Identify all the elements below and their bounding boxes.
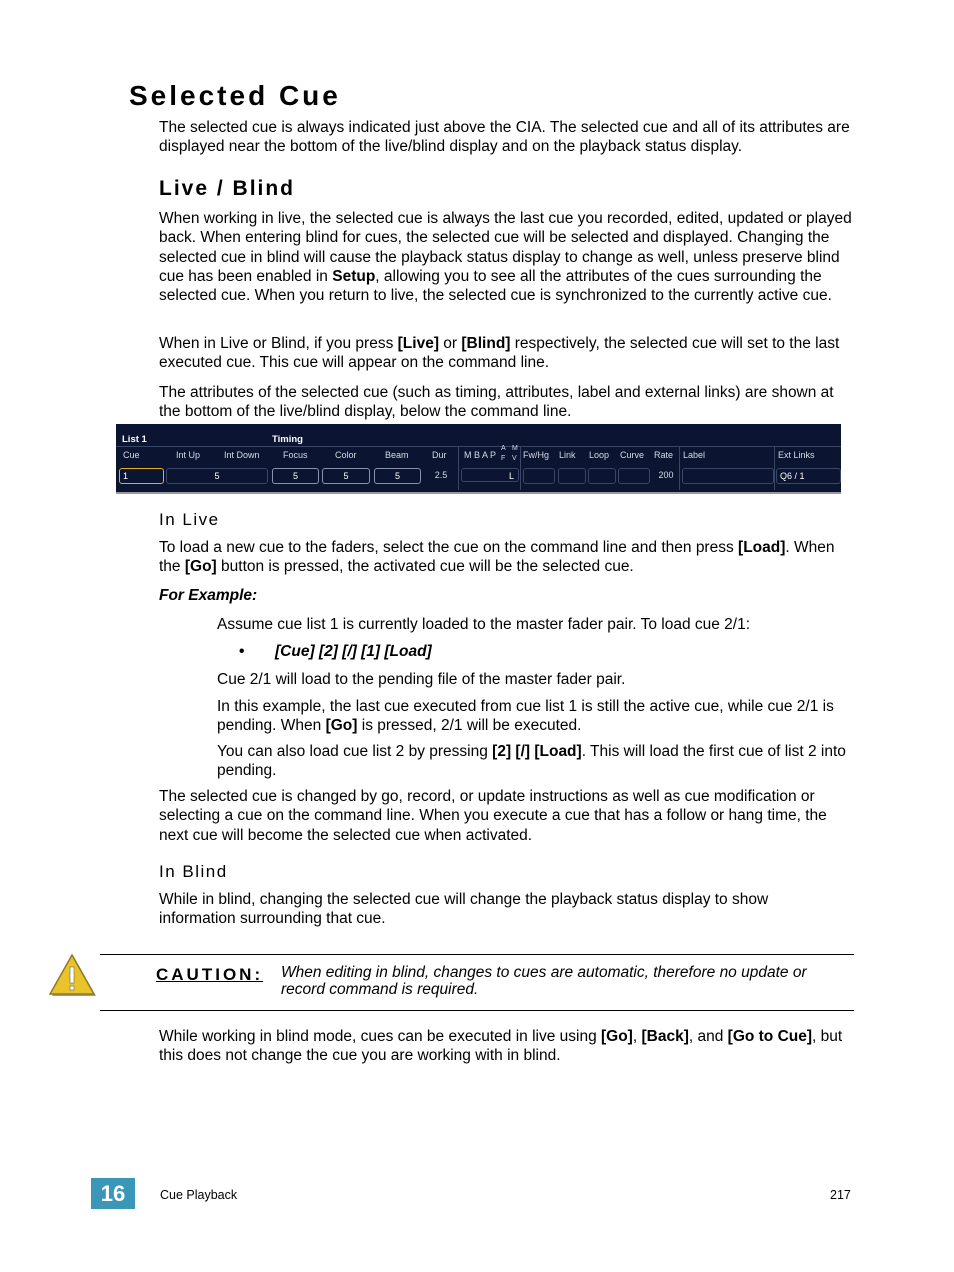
section-heading-live-blind: Live / Blind bbox=[159, 177, 296, 200]
go-key: [Go] bbox=[325, 717, 358, 735]
go-to-cue-key: [Go to Cue] bbox=[727, 1028, 813, 1045]
example-label: For Example: bbox=[159, 587, 258, 604]
subheading-in-live: In Live bbox=[159, 510, 220, 529]
header-mbap: M B A P bbox=[464, 450, 497, 460]
loop-cell bbox=[588, 468, 616, 484]
header-int-down: Int Down bbox=[224, 450, 260, 460]
rate-value: 200 bbox=[658, 470, 674, 480]
beam-value: 5 bbox=[374, 468, 421, 484]
header-dur: Dur bbox=[432, 450, 447, 460]
bullet: • bbox=[239, 643, 245, 660]
back-key: [Back] bbox=[641, 1028, 689, 1045]
load-key: [Load] bbox=[738, 539, 786, 556]
header-ext-links: Ext Links bbox=[778, 450, 815, 460]
load-list-keys: [2] [/] [Load] bbox=[492, 743, 582, 760]
panel-separator bbox=[774, 446, 775, 490]
header-beam: Beam bbox=[385, 450, 409, 460]
curve-cell bbox=[618, 468, 650, 484]
text-run: When working in live, the selected cue is always the last cue you recorded, edited, updated or played back. When entering blind for cues, the selected cue will be selected and displayed. Changing the selected cue in blind will cause the playback status display to change as well, unless preserve blind cue has been enabled in bbox=[159, 210, 852, 285]
header-rate: Rate bbox=[654, 450, 674, 460]
chapter-number-badge: 16 bbox=[91, 1178, 135, 1209]
panel-divider bbox=[116, 446, 841, 447]
selected-cue-panel bbox=[116, 424, 841, 494]
in-live-paragraph bbox=[159, 538, 859, 577]
live-blind-paragraph-2 bbox=[159, 334, 859, 373]
caution-bottom-rule bbox=[100, 1010, 854, 1011]
text-run: , bbox=[632, 1028, 642, 1045]
panel-separator bbox=[458, 446, 459, 490]
text-run: , and bbox=[688, 1028, 728, 1045]
example-text-4 bbox=[217, 742, 857, 781]
header-f: F bbox=[501, 455, 506, 462]
caution-icon bbox=[48, 953, 98, 999]
dur-value: 2.5 bbox=[434, 470, 448, 480]
text-run: When in Live or Blind, if you press bbox=[159, 335, 398, 352]
text-run: . When the bbox=[159, 539, 835, 576]
key-sequence: [Cue] [2] [/] [1] [Load] bbox=[275, 643, 432, 660]
footer-section: Cue Playback bbox=[160, 1188, 238, 1202]
page-title: Selected Cue bbox=[129, 80, 341, 111]
text-run: . This will load the first cue of list 2 into pending. bbox=[217, 743, 846, 780]
text-run: While working in blind mode, cues can be executed in live using bbox=[159, 1028, 601, 1045]
example-text-2: Cue 2/1 will load to the pending file of the master fader pair. bbox=[217, 671, 626, 688]
header-cue: Cue bbox=[123, 450, 140, 460]
ext-links-value: Q6 / 1 bbox=[776, 468, 841, 484]
live-key: [Live] bbox=[397, 335, 439, 352]
cue-value[interactable]: 1 bbox=[119, 468, 164, 484]
blind-key: [Blind] bbox=[461, 335, 511, 352]
text-run: To load a new cue to the faders, select the cue on the command line and then press bbox=[159, 539, 739, 556]
closing-paragraph bbox=[159, 1027, 859, 1066]
live-blind-paragraph-1 bbox=[159, 209, 859, 305]
timing-label: Timing bbox=[272, 434, 303, 445]
int-up-value: 5 bbox=[214, 471, 220, 481]
text-run: or bbox=[438, 335, 462, 352]
color-value: 5 bbox=[322, 468, 370, 484]
example-text-3 bbox=[217, 697, 857, 736]
live-blind-paragraph-3: The attributes of the selected cue (such as timing, attributes, label and external links) are shown at the bottom of the live/blind display, below the command line. bbox=[159, 384, 834, 421]
header-label: Label bbox=[683, 450, 706, 460]
go-key: [Go] bbox=[601, 1028, 633, 1045]
text-run: , but this does not change the cue you are working with in blind. bbox=[159, 1028, 843, 1065]
setup-term: Setup bbox=[332, 267, 376, 285]
header-focus: Focus bbox=[283, 450, 308, 460]
header-v: V bbox=[512, 455, 517, 462]
int-cell bbox=[166, 468, 268, 484]
caution-text: When editing in blind, changes to cues are automatic, therefore no update or record command is required. bbox=[281, 964, 807, 998]
header-a: A bbox=[501, 445, 506, 452]
caution-label: CAUTION: bbox=[156, 965, 264, 984]
intro-paragraph: The selected cue is always indicated just above the CIA. The selected cue and all of its attributes are displayed near the bottom of the live/blind display and on the playback status display. bbox=[159, 119, 850, 156]
list-label: List 1 bbox=[122, 434, 147, 445]
header-int-up: Int Up bbox=[176, 450, 201, 460]
text-run: respectively, the selected cue will set to the last executed cue. This cue will appear on the command line. bbox=[159, 335, 840, 372]
header-fwhg: Fw/Hg bbox=[523, 450, 550, 460]
focus-value: 5 bbox=[272, 468, 319, 484]
header-curve: Curve bbox=[620, 450, 645, 460]
text-run: You can also load cue list 2 by pressing bbox=[217, 743, 493, 760]
subheading-in-blind: In Blind bbox=[159, 862, 228, 881]
header-loop: Loop bbox=[589, 450, 610, 460]
label-cell bbox=[682, 468, 774, 484]
text-run: is pressed, 2/1 will be executed. bbox=[357, 717, 582, 735]
page-number: 217 bbox=[830, 1188, 851, 1202]
text-run: , allowing you to see all the attributes of the cues surrounding the selected cue. When you return to live, the selected cue is synchronized to the currently active cue. bbox=[159, 267, 832, 305]
text-run: button is pressed, the activated cue will be the selected cue. bbox=[216, 558, 634, 576]
panel-separator bbox=[520, 446, 521, 490]
link-cell bbox=[558, 468, 586, 484]
text-run: In this example, the last cue executed from cue list 1 is still the active cue, while cue 2/1 is pending. When bbox=[217, 698, 834, 735]
example-text-1: Assume cue list 1 is currently loaded to the master fader pair. To load cue 2/1: bbox=[217, 616, 751, 633]
go-key: [Go] bbox=[184, 558, 217, 576]
caution-top-rule bbox=[100, 954, 854, 955]
in-blind-paragraph: While in blind, changing the selected cue will change the playback status display to show information surrounding that cue. bbox=[159, 891, 769, 928]
mbap-value: L bbox=[461, 468, 519, 482]
header-color: Color bbox=[335, 450, 357, 460]
header-m: M bbox=[512, 445, 518, 452]
fwhg-cell bbox=[523, 468, 555, 484]
in-live-final-paragraph: The selected cue is changed by go, record, or update instructions as well as cue modification or selecting a cue on the command line. When you execute a cue that has a follow or hang time, the next cue will become the selected cue when activated. bbox=[159, 788, 827, 844]
panel-separator bbox=[679, 446, 680, 490]
header-link: Link bbox=[559, 450, 576, 460]
